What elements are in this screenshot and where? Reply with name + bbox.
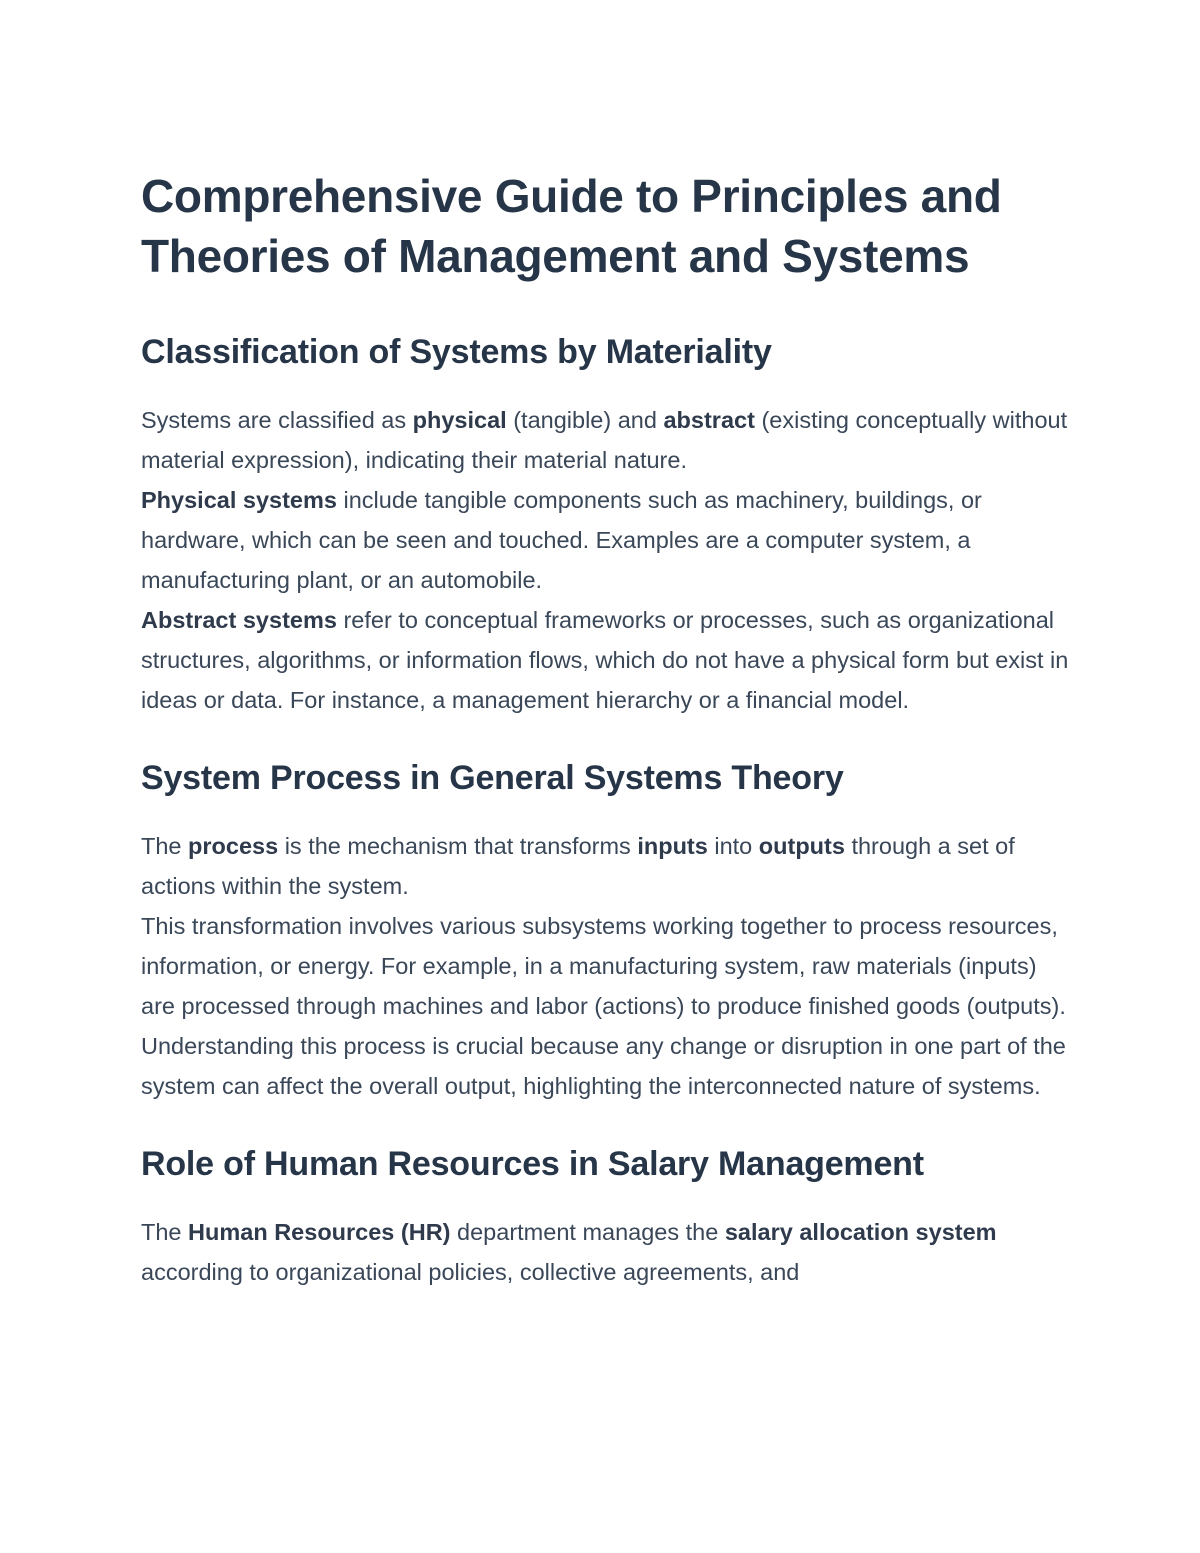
text-run: (existing conceptually without material expression), indicating their material nature.	[141, 407, 1068, 473]
text-run: (tangible) and	[506, 407, 664, 433]
bold-term: salary allocation system	[724, 1219, 997, 1245]
text-run: according to organizational policies, collective agreements, and	[141, 1259, 800, 1285]
paragraph: Understanding this process is crucial because any change or disruption in one part of the system can affect the overall output, highlighting the interconnected nature of systems.	[141, 1033, 1066, 1099]
document-title: Comprehensive Guide to Principles and Theories of Management and Systems	[141, 170, 1002, 282]
text-run: into	[707, 833, 759, 859]
section-heading: System Process in General Systems Theory	[141, 759, 844, 797]
paragraph	[141, 400, 1071, 480]
section-heading: Role of Human Resources in Salary Management	[141, 1145, 924, 1183]
bold-term: Physical systems	[141, 487, 337, 513]
text-run: The	[141, 833, 189, 859]
text-run: through a set of actions within the system.	[141, 833, 1015, 899]
bold-term: Human Resources (HR)	[188, 1219, 451, 1245]
text-run: refer to conceptual frameworks or processes, such as organizational structures, algorithms, or information flows, which do not have a physical form but exist in ideas or data. For instance, a management hierarchy or a financial model.	[141, 607, 1069, 713]
text-run: is the mechanism that transforms	[278, 833, 638, 859]
section-heading: Classification of Systems by Materiality	[141, 333, 772, 371]
text-run: include tangible components such as machinery, buildings, or hardware, which can be seen and touched. Examples are a computer system, a manufacturing plant, or an automobile.	[141, 487, 982, 593]
paragraph	[141, 480, 1071, 600]
paragraph	[141, 826, 1071, 906]
bold-term: outputs	[758, 833, 845, 859]
section-hr-salary	[141, 1142, 1071, 1292]
text-run: Systems are classified as	[141, 407, 413, 433]
paragraph	[141, 600, 1071, 720]
text-run: department manages the	[450, 1219, 725, 1245]
section-system-process	[141, 756, 1071, 1106]
bold-term: abstract	[663, 407, 755, 433]
bold-term: Abstract systems	[141, 607, 337, 633]
document-page	[141, 166, 1071, 1328]
bold-term: inputs	[637, 833, 708, 859]
section-classification	[141, 330, 1071, 720]
bold-term: process	[188, 833, 279, 859]
paragraph	[141, 1212, 1071, 1292]
text-run: The	[141, 1219, 189, 1245]
bold-term: physical	[412, 407, 507, 433]
paragraph: This transformation involves various subsystems working together to process resources, information, or energy. For example, in a manufacturing system, raw materials (inputs) are processed through machines and labor (actions) to produce finished goods (outputs).	[141, 913, 1066, 1019]
